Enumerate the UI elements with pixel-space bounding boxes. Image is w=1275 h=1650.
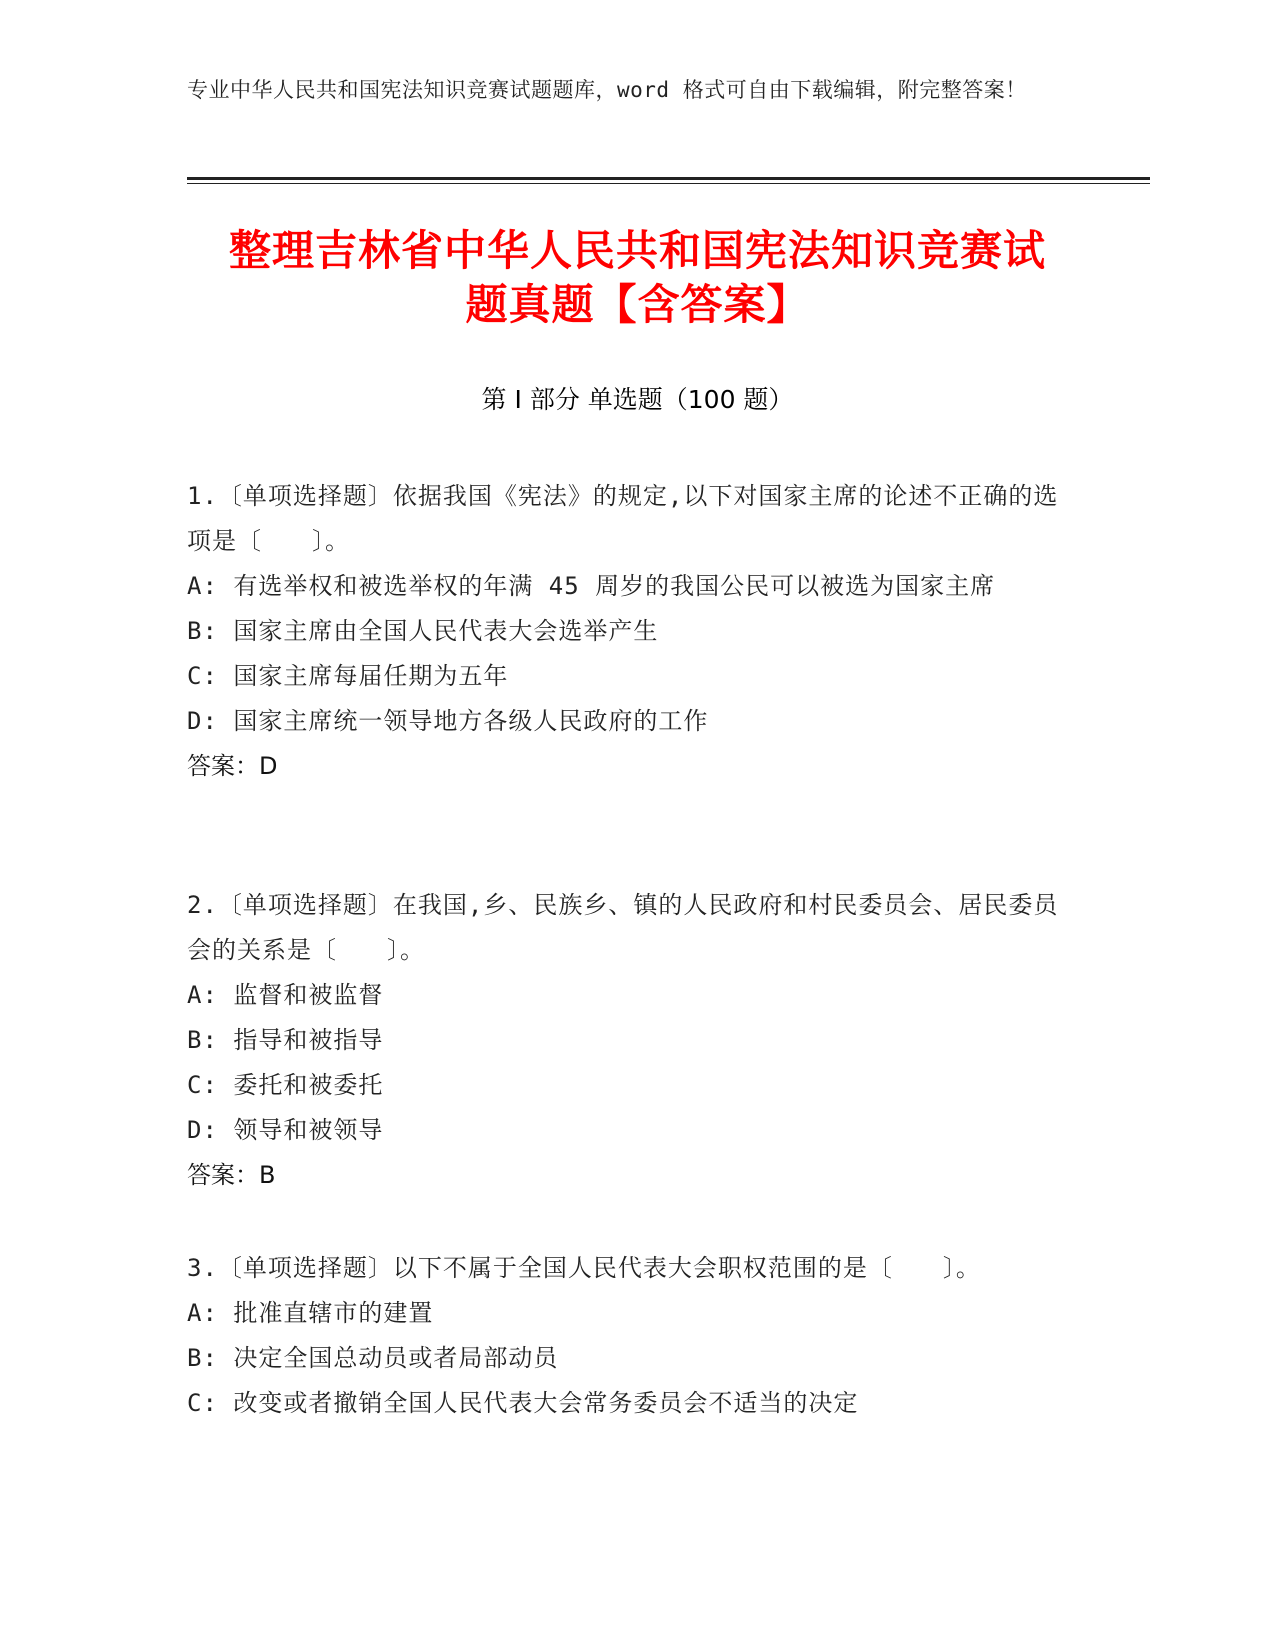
option-a: A: 监督和被监督 — [187, 981, 384, 1009]
document-title — [160, 224, 1115, 332]
header-divider-thin — [187, 183, 1150, 184]
question-stem: 1.〔单项选择题〕依据我国《宪法》的规定,以下对国家主席的论述不正确的选项是〔 〕。 — [187, 482, 1059, 555]
question-stem: 3.〔单项选择题〕以下不属于全国人民代表大会职权范围的是〔 〕。 — [187, 1254, 981, 1282]
question-3 — [187, 1246, 1067, 1426]
option-b: B: 国家主席由全国人民代表大会选举产生 — [187, 617, 659, 645]
document-title-line-1: 整理吉林省中华人民共和国宪法知识竞赛试 — [228, 226, 1046, 275]
option-c: C: 国家主席每届任期为五年 — [187, 662, 509, 690]
answer-line: 答案：D — [187, 752, 278, 780]
option-b: B: 决定全国总动员或者局部动员 — [187, 1344, 559, 1372]
option-a: A: 有选举权和被选举权的年满 45 周岁的我国公民可以被选为国家主席 — [187, 572, 996, 600]
option-d: D: 领导和被领导 — [187, 1116, 384, 1144]
option-c: C: 委托和被委托 — [187, 1071, 384, 1099]
option-c: C: 改变或者撤销全国人民代表大会常务委员会不适当的决定 — [187, 1389, 859, 1417]
option-d: D: 国家主席统一领导地方各级人民政府的工作 — [187, 707, 709, 735]
section-heading: 第 I 部分 单选题（100 题） — [481, 385, 794, 414]
question-stem: 2.〔单项选择题〕在我国,乡、民族乡、镇的人民政府和村民委员会、居民委员会的关系是〔 〕。 — [187, 891, 1059, 964]
question-1 — [187, 474, 1067, 789]
header-note: 专业中华人民共和国宪法知识竞赛试题题库，word 格式可自由下载编辑，附完整答案！ — [187, 78, 1027, 102]
header-divider-thick — [187, 177, 1150, 180]
question-2 — [187, 883, 1067, 1198]
option-a: A: 批准直辖市的建置 — [187, 1299, 434, 1327]
document-title-line-2: 题真题【含答案】 — [465, 280, 810, 329]
option-b: B: 指导和被指导 — [187, 1026, 384, 1054]
answer-line: 答案：B — [187, 1161, 276, 1189]
